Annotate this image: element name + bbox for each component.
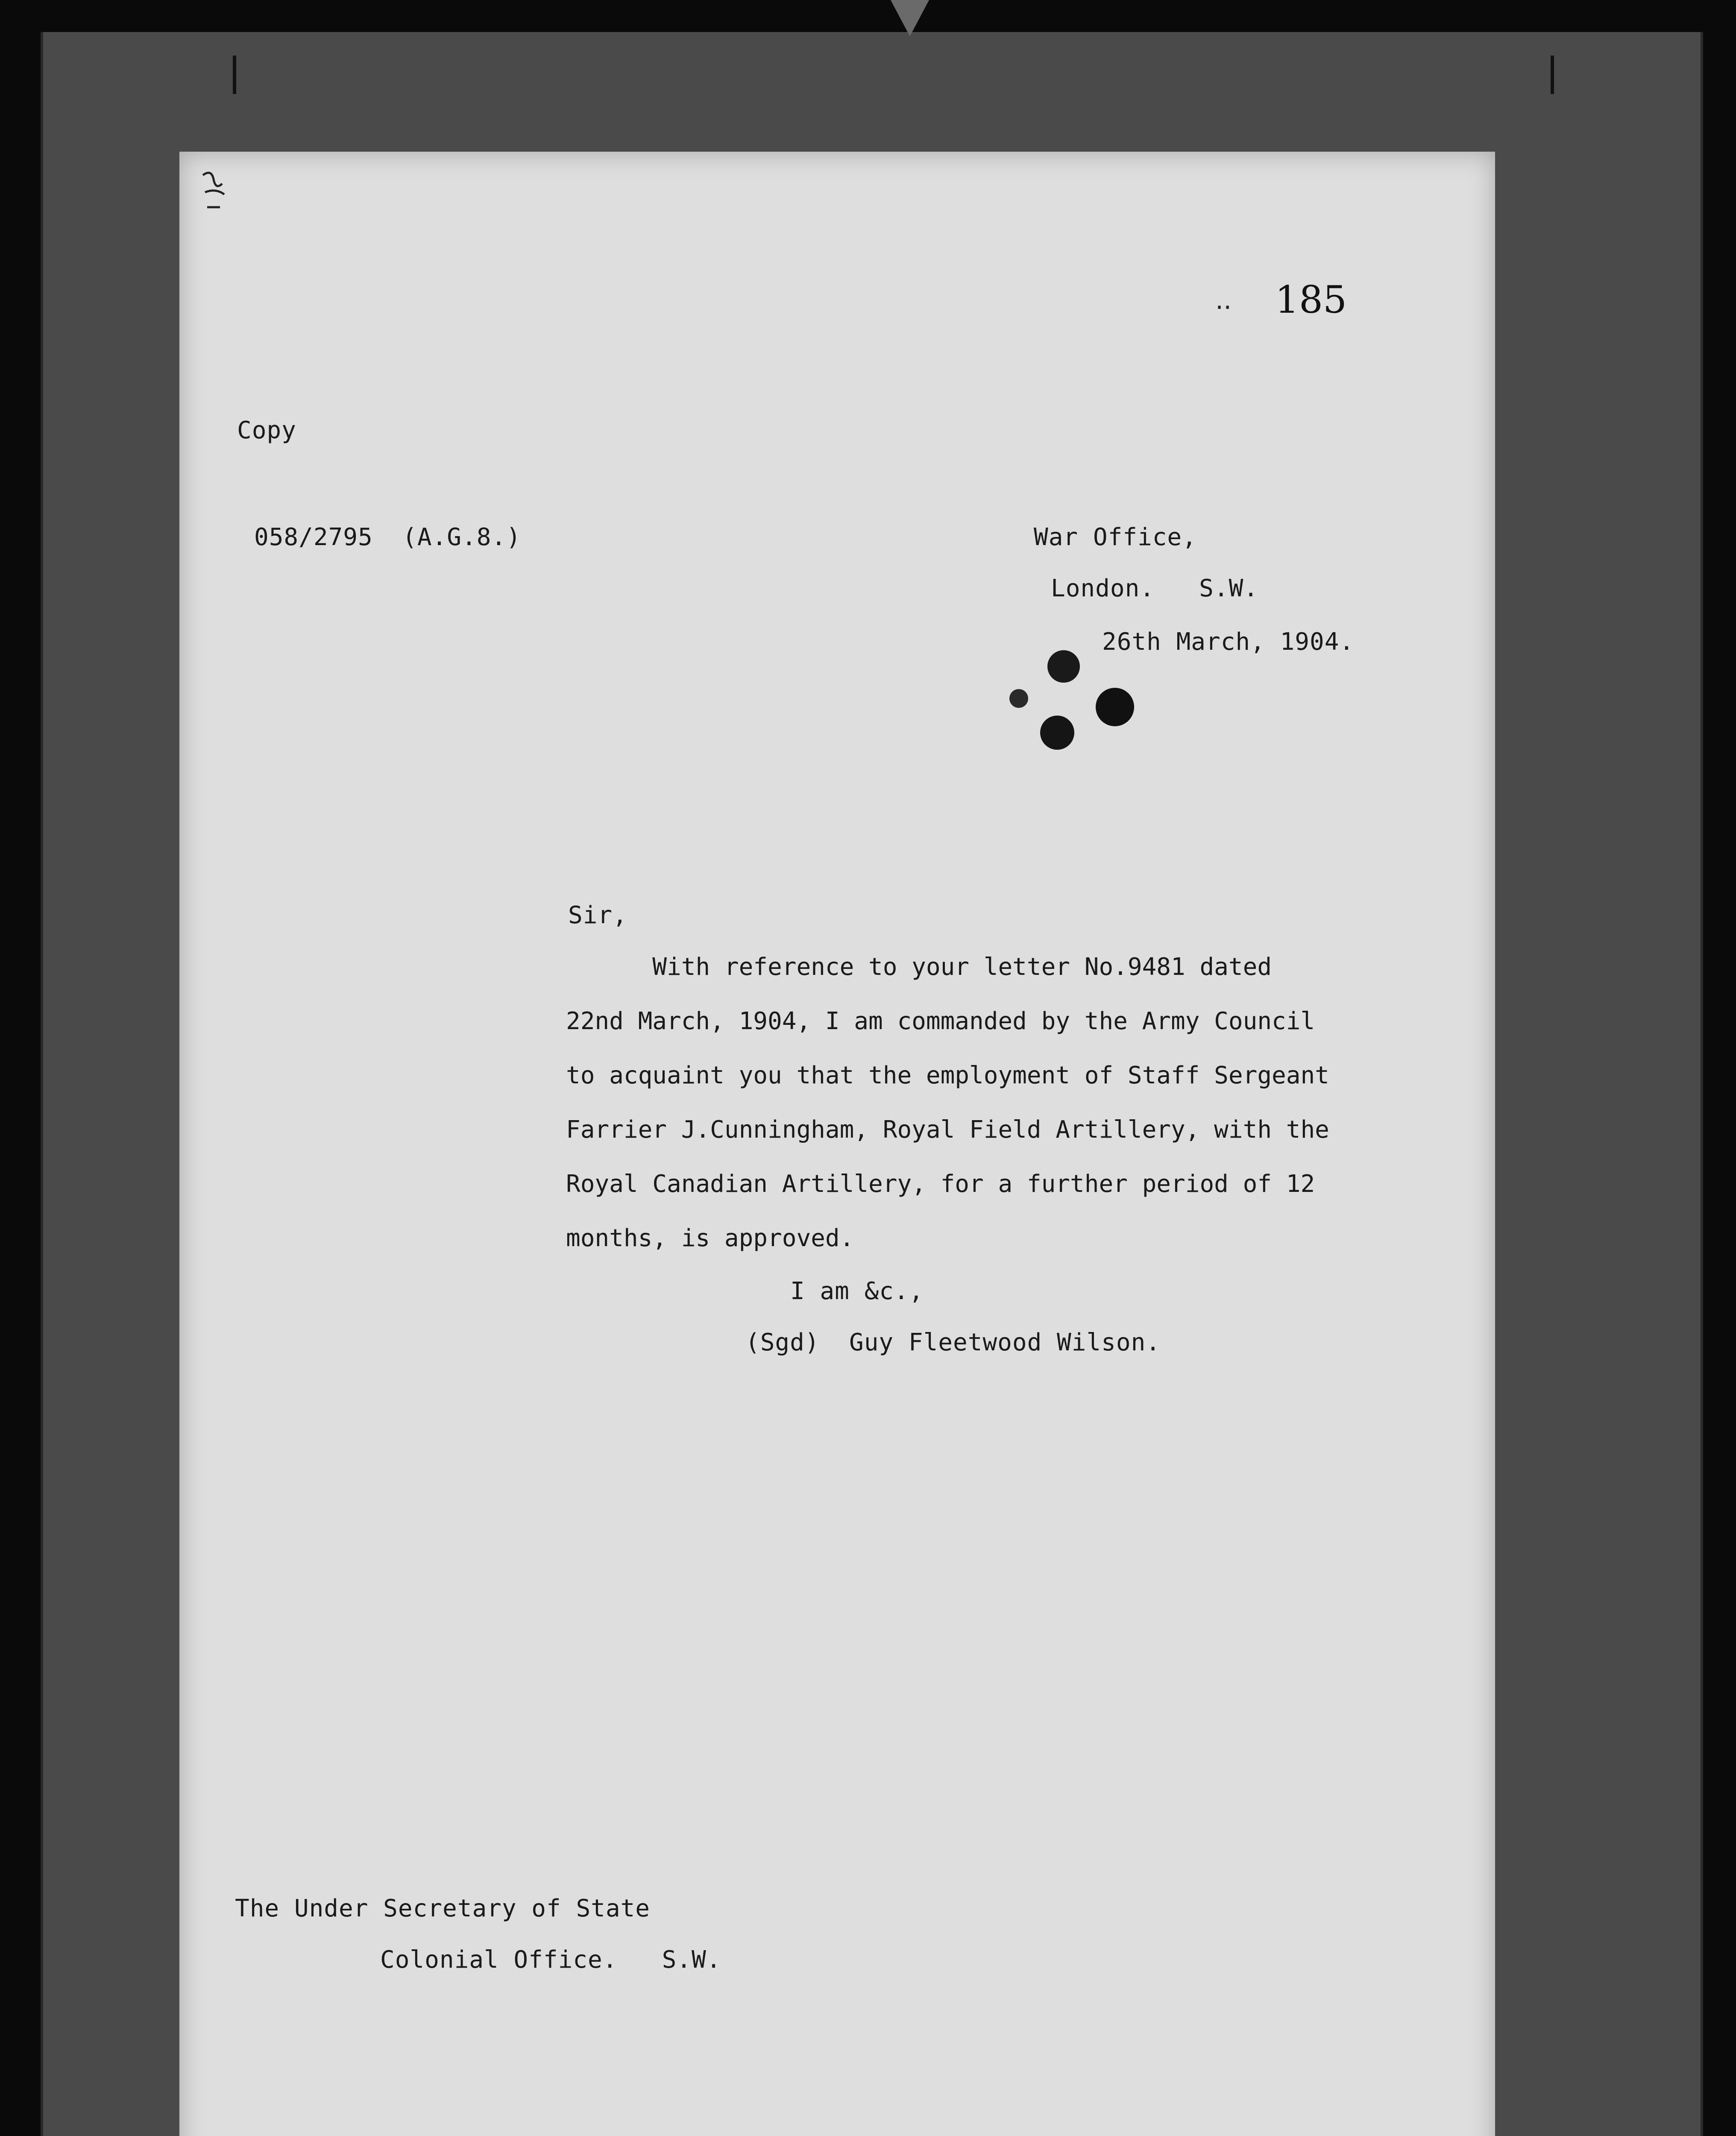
signature: (Sgd) Guy Fleetwood Wilson. <box>745 1329 1161 1356</box>
ink-blots <box>1004 641 1149 760</box>
addressee-office: Colonial Office. S.W. <box>380 1946 721 1974</box>
body-line: months, is approved. <box>566 1224 854 1252</box>
handwritten-marginal-note <box>199 167 229 214</box>
body-line: 22nd March, 1904, I am commanded by the Army Council <box>566 1007 1315 1035</box>
closing: I am &c., <box>790 1277 924 1305</box>
body-line: Farrier J.Cunningham, Royal Field Artillery, with the <box>566 1116 1329 1144</box>
salutation: Sir, <box>568 901 628 929</box>
frame-notch <box>891 0 929 36</box>
body-line: to acquaint you that the employment of Staff Sergeant <box>566 1062 1329 1089</box>
letter-date: 26th March, 1904. <box>1102 628 1355 656</box>
letter-body <box>566 940 1437 1265</box>
body-line: Royal Canadian Artillery, for a further period of 12 <box>566 1170 1315 1198</box>
reference-number: 058/2795 (A.G.8.) <box>254 523 521 551</box>
sender-office: War Office, <box>1034 523 1197 551</box>
frame-tick-right <box>1551 56 1554 94</box>
frame-tick-left <box>233 56 236 94</box>
addressee-title: The Under Secretary of State <box>235 1895 651 1922</box>
page-mark: .. <box>1215 285 1232 315</box>
copy-label: Copy <box>237 417 296 444</box>
sender-city: London. S.W. <box>1051 575 1259 602</box>
page-number: 185 <box>1275 278 1347 322</box>
body-line: With reference to your letter No.9481 dated <box>566 953 1272 981</box>
